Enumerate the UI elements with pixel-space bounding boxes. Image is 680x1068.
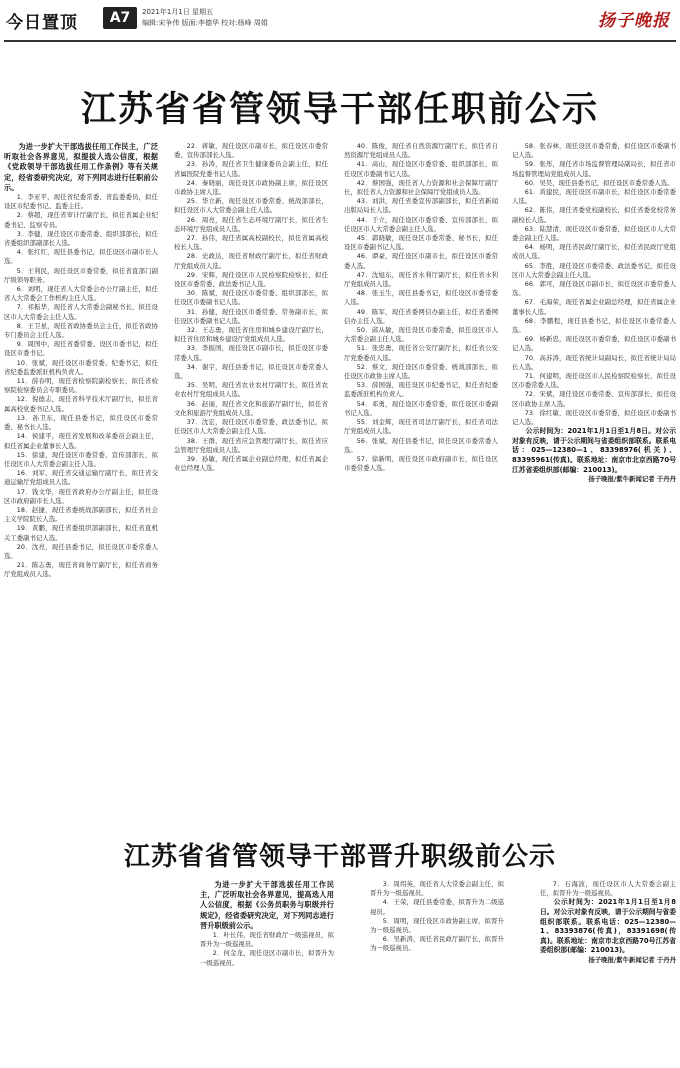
candidate-entry: 3．周绍英，现任省人大常委会副主任，拟晋升为一级巡视员。 <box>370 880 504 898</box>
article-headline-2: 江苏省省管领导干部晋升职级前公示 <box>123 842 556 872</box>
candidate-entry: 54．邓勇，现任设区市委常委，拟任设区市委副书记人选。 <box>344 399 498 417</box>
candidate-entry: 27．孙伟，现任省属高校副校长，拟任省属高校校长人选。 <box>174 234 328 252</box>
candidate-entry: 48．张玉生，现任县委书记，拟任设区市委常委人选。 <box>344 289 498 307</box>
reporter-byline-2: 扬子晚报/紫牛新闻记者 于丹丹 <box>588 955 676 964</box>
candidate-entry: 18．赵捷，现任省委统战部副部长，拟任省社会主义学院院长人选。 <box>4 505 158 524</box>
candidate-entry: 10．张斌，现任设区市委常委、纪委书记，拟任省纪委监委派驻机构负责人。 <box>4 358 158 376</box>
candidate-entry: 1．李亚平，现任省纪委常委、省监委委员，拟任设区市纪委书记、监委主任。 <box>4 193 158 211</box>
article-column-3 <box>344 142 498 822</box>
candidate-entry: 64．杨明，现任省民政厅副厅长，拟任省民政厅党组成员人选。 <box>512 243 676 261</box>
candidate-entry: 43．刘洪，现任省委宣传部副部长，拟任省新闻出版局局长人选。 <box>344 197 498 215</box>
candidate-entry: 42．蔡国强，现任省人力资源和社会保障厅副厅长，拟任省人力资源和社会保障厅党组成员人选。 <box>344 178 498 197</box>
candidate-entry: 6．刘明，现任省人大常委会办公厅副主任，拟任省人大常委会工作机构主任人选。 <box>4 285 158 303</box>
candidate-entry: 72．宋斌，现任设区市委常委、宣传部部长，拟任设区市政协主席人选。 <box>512 390 676 408</box>
article2-column-2 <box>370 880 504 1066</box>
candidate-entry: 12．倪德志，现任省科学技术厅副厅长，拟任省属高校党委书记人选。 <box>4 395 158 413</box>
publicity-notice: 公示时间为：2021年1月1日至1月8日。对公示对象有反映，请于公示期间与省委组织部联系。联系电话：025—12380—1、83398976(机关)、83395961(传真)。联系地址：南京市北京西路70号江苏省委组织部(邮编：210013)。 <box>512 427 676 474</box>
candidate-entry: 32．王志勇，现任省住房和城乡建设厅副厅长，拟任省住房和城乡建设厅党组成员人选。 <box>174 326 328 344</box>
candidate-entry: 16．刘军，现任省交通运输厅副厅长，拟任省交通运输厅党组成员人选。 <box>4 469 158 487</box>
candidate-entry: 7．祁振华，现任省人大常委会副秘书长，拟任设区市人大常委会主任人选。 <box>4 303 158 321</box>
candidate-entry: 17．钱文华，现任省政府办公厅副主任，拟任设区市政府副市长人选。 <box>4 487 158 505</box>
candidate-entry: 26．周亮，现任省生态环境厅副厅长，拟任省生态环境厅党组成员人选。 <box>174 215 328 233</box>
article2-column-1 <box>200 880 334 1066</box>
candidate-entry: 53．薛国强，现任设区市纪委书记，拟任省纪委监委派驻机构负责人。 <box>344 381 498 399</box>
candidate-entry: 14．侯建平，现任省发展和改革委员会副主任，拟任省属企业董事长人选。 <box>4 432 158 450</box>
candidate-list <box>370 880 504 954</box>
candidate-entry: 65．李胜，现任设区市委常委、政法委书记，拟任设区市人大常委会副主任人选。 <box>512 261 676 279</box>
candidate-entry: 62．陈伟，现任省委党校副校长，拟任省委党校常务副校长人选。 <box>512 206 676 224</box>
candidate-entry: 9．周国中，现任省委常委、设区市委书记，拟任设区市委书记。 <box>4 340 158 358</box>
candidate-entry: 67．毛海荣，现任省属企业副总经理，拟任省属企业董事长人选。 <box>512 298 676 316</box>
candidate-entry: 45．郭晓敏，现任设区市委常委、秘书长，拟任设区市委副书记人选。 <box>344 234 498 252</box>
candidate-entry: 73．徐红敏，现任设区市委常委，拟任设区市委副书记人选。 <box>512 408 676 427</box>
candidate-entry: 8．王卫星，现任省政协委员会主任，拟任省政协专门委员会主任人选。 <box>4 321 158 340</box>
candidate-entry: 70．高苏涛，现任省统计局副局长，拟任省统计局局长人选。 <box>512 353 676 371</box>
candidate-entry: 24．秦晓丽，现任设区市政协副主席，拟任设区市政协主席人选。 <box>174 178 328 197</box>
newspaper-logo: 扬子晚报 <box>598 11 670 31</box>
candidate-entry: 33．李振国，现任设区市副市长，拟任设区市委常委人选。 <box>174 344 328 362</box>
candidate-entry: 37．沈宏，现任设区市委常委、政法委书记，拟任设区市人大常委会副主任人选。 <box>174 418 328 436</box>
candidate-entry: 25．华立新，现任设区市委常委、统战部部长，拟任设区市人大常委会副主任人选。 <box>174 197 328 215</box>
candidate-entry: 3．李健，现任设区市委常委、组织部部长，拟任省委组织部副部长人选。 <box>4 229 158 248</box>
candidate-entry: 60．吴昊，现任县委书记，拟任设区市委常委人选。 <box>524 178 674 187</box>
candidate-entry: 51．张忠勇，现任省公安厅副厅长，拟任省公安厅党委委员人选。 <box>344 344 498 362</box>
candidate-entry: 4．王荣，现任县委常委，拟晋升为二级巡视员。 <box>370 898 504 916</box>
candidate-entry: 46．谭豪，现任设区市副市长，拟任设区市委常委人选。 <box>344 252 498 270</box>
candidate-entry: 20．沈亮，现任县委书记，拟任设区市委常委人选。 <box>4 542 158 560</box>
article2-lead: 为进一步扩大干部选拔任用工作民主，广泛听取社会各界意见，提高选人用人公信度，根据《公务员职务与职级并行规定》，经省委研究决定，对下列同志进行晋升职级前公示。 <box>200 880 334 930</box>
candidate-entry: 31．孙健，现任设区市委常委、常务副市长，拟任设区市委副书记人选。 <box>174 307 328 325</box>
candidate-list <box>200 931 334 968</box>
candidate-entry: 5．周明，现任设区市政协副主席，拟晋升为一级巡视员。 <box>370 916 504 935</box>
candidate-entry: 61．黄建民，现任设区市副市长，拟任设区市委常委人选。 <box>512 188 676 206</box>
article-column-2 <box>174 142 328 822</box>
candidate-entry: 2．何金龙，现任设区市副市长，拟晋升为一级巡视员。 <box>200 949 334 967</box>
candidate-entry: 59．张彤，现任省市场监督管理局副局长，拟任省市场监督管理局党组成员人选。 <box>512 160 676 178</box>
candidate-entry: 1．叶长伟，现任省财政厅一级巡视员，拟晋升为一级巡视员。 <box>200 931 334 949</box>
candidate-list <box>344 142 498 473</box>
candidate-list <box>4 193 158 580</box>
candidate-entry: 35．吴明，现任省农业农村厅副厅长，拟任省农业农村厅党组成员人选。 <box>174 381 328 399</box>
header-divider <box>4 40 676 42</box>
candidate-entry: 11．薛春明，现任省检察院副检察长，拟任省检察院检察委员会专职委员。 <box>4 377 158 395</box>
candidate-entry: 34．谢宇，现任县委书记，拟任设区市委常委人选。 <box>174 362 328 381</box>
editorial-staff: 编辑:宋争伟 版面:李德华 校对:杨峰 周娟 <box>142 19 268 27</box>
candidate-entry: 13．孙卫东，现任县委书记，拟任设区市委常委、秘书长人选。 <box>4 413 158 432</box>
candidate-entry: 2．蔡超，现任省审计厅副厅长，拟任省属企业纪委书记、监察专员。 <box>4 211 158 229</box>
candidate-entry: 68．李鹏程，现任县委书记，拟任设区市委常委人选。 <box>512 316 676 335</box>
article-column-4 <box>512 142 676 822</box>
article-column-1 <box>4 142 158 822</box>
article2-column-3 <box>540 880 676 1066</box>
candidate-entry: 21．陈志勇，现任省商务厅副厅长，拟任省商务厅党组成员人选。 <box>4 561 158 579</box>
candidate-entry: 23．孙涛，现任省卫生健康委员会副主任，拟任省属医院党委书记人选。 <box>174 160 328 178</box>
candidate-entry: 55．刘金辉，现任省司法厅副厅长，拟任省司法厅党组成员人选。 <box>344 418 498 436</box>
candidate-entry: 66．郭可，现任设区市副市长，拟任设区市委常委人选。 <box>512 280 676 298</box>
candidate-entry: 39．孙敏，现任省属企业副总经理，拟任省属企业总经理人选。 <box>174 454 328 473</box>
article-lead: 为进一步扩大干部选拔任用工作民主，广泛听取社会各界意见，拟提拔人选公信度，根据《党政领导干部选拔任用工作条例》等有关规定，经省委研究决定，对下列同志进行任职前公示。 <box>4 142 158 192</box>
section-name: 今日置顶 <box>6 13 78 33</box>
candidate-entry: 63．陆慧清，现任设区市委常委，拟任设区市人大常委会副主任人选。 <box>512 224 676 243</box>
candidate-entry: 36．赵丽，现任省文化和旅游厅副厅长，拟任省文化和旅游厅党组成员人选。 <box>174 399 328 417</box>
candidate-entry: 28．史政达，现任省财政厅副厅长，拟任省财政厅党组成员人选。 <box>174 252 328 270</box>
candidate-entry: 30．陈斌，现任设区市委常委、组织部部长，拟任设区市委副书记人选。 <box>174 289 328 307</box>
candidate-entry: 40．陈俊，现任省自然资源厅副厅长，拟任省自然资源厅党组成员人选。 <box>344 142 498 160</box>
candidate-entry: 6．吴新涛，现任省民政厅副厅长，拟晋升为一级巡视员。 <box>370 935 504 953</box>
candidate-entry: 44．于立，现任设区市委常委、宣传部部长，拟任设区市人大常委会副主任人选。 <box>344 215 498 233</box>
candidate-entry: 71．何建明，现任设区市人民检察院检察长，拟任设区市委常委人选。 <box>512 372 676 390</box>
issue-date: 2021年1月1日 星期五 <box>142 8 213 16</box>
candidate-entry: 4．张红红，现任县委书记，拟任设区市副市长人选。 <box>4 248 158 266</box>
candidate-list <box>512 142 676 427</box>
candidate-entry: 47．沈旭东，现任省水利厅副厅长，拟任省水利厅党组成员人选。 <box>344 270 498 289</box>
candidate-entry: 58．张春林，现任设区市委常委，拟任设区市委副书记人选。 <box>512 142 676 160</box>
candidate-entry: 50．邱从敏，现任设区市委常委，拟任设区市人大常委会副主任人选。 <box>344 326 498 344</box>
candidate-entry: 56．张斌，现任县委书记，拟任设区市委常委人选。 <box>344 436 498 454</box>
candidate-entry: 38．王群，现任省应急管理厅副厅长，拟任省应急管理厅党组成员人选。 <box>174 436 328 454</box>
candidate-entry: 22．蒋敏，现任设区市副市长，拟任设区市委常委、宣传部部长人选。 <box>174 142 328 160</box>
candidate-entry: 41．高山，现任设区市委常委、组织部部长，拟任设区市委副书记人选。 <box>344 160 498 178</box>
candidate-entry: 52．蔡文，现任设区市委常委、统战部部长，拟任设区市政协主席人选。 <box>344 362 498 381</box>
candidate-entry: 57．徐新明，现任设区市政府副市长，拟任设区市委常委人选。 <box>344 454 498 473</box>
candidate-entry: 7．石海波，现任设区市人大常委会副主任，拟晋升为一级巡视员。 <box>540 880 676 898</box>
page-header <box>0 0 680 46</box>
candidate-entry: 49．陈军，现任省委网信办副主任，拟任省委网信办主任人选。 <box>344 307 498 325</box>
candidate-entry: 5．王利民，现任设区市委常委，拟任省直部门副厅级领导职务。 <box>4 266 158 284</box>
candidate-list <box>540 880 676 898</box>
article-headline: 江苏省省管领导干部任职前公示 <box>80 90 599 130</box>
candidate-entry: 19．黄鹏，现任省委组织部副部长，拟任省直机关工委副书记人选。 <box>4 524 158 542</box>
candidate-entry: 69．杨新忠，现任设区市委常委，拟任设区市委副书记人选。 <box>512 335 676 353</box>
candidate-entry: 15．徐建，现任设区市委常委、宣传部部长，拟任设区市人大常委会副主任人选。 <box>4 450 158 468</box>
page-number-badge: A7 <box>103 7 137 29</box>
candidate-list <box>174 142 328 473</box>
candidate-entry: 29．宋辉，现任设区市人民检察院检察长，拟任设区市委常委、政法委书记人选。 <box>174 270 328 289</box>
publicity-notice-2: 公示时间为：2021年1月1日至1月8日。对公示对象有反映，请于公示期间与省委组织部联系。联系电话：025—12380—1、83393876(传真)，83391698(传真)。联系地址：南京市北京西路70号江苏省委组织部(邮编：210013)。 <box>540 898 676 955</box>
reporter-byline: 扬子晚报/紫牛新闻记者 于丹丹 <box>588 475 676 484</box>
